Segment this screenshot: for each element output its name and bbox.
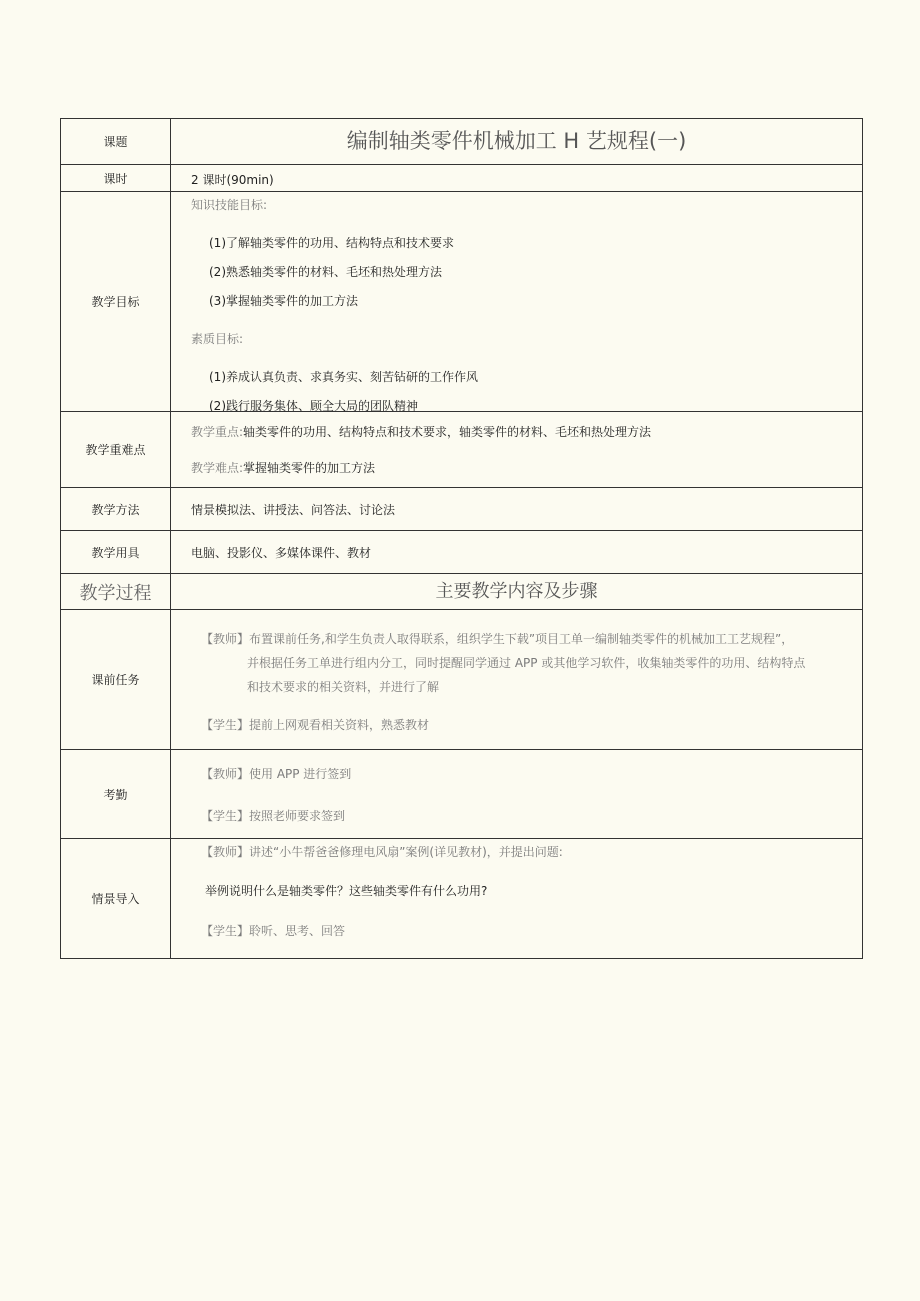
key-points-cell [171, 412, 863, 487]
attendance-student-line: 【学生】按照老师要求签到 [201, 809, 346, 823]
process-label: 教学过程 [61, 574, 171, 609]
goals-cell [171, 192, 863, 411]
row-goals [61, 192, 863, 412]
tools-value: 电脑、投影仪、多媒体课件、教材 [191, 546, 372, 560]
key-points-label: 教学重难点 [61, 412, 171, 487]
focus-tag: 教学重点: [191, 425, 244, 439]
knowledge-heading: 知识技能目标: [191, 198, 268, 212]
intro-question: 举例说明什么是轴类零件？这些轴类零件有什么功用? [205, 884, 488, 898]
tools-label: 教学用具 [61, 531, 171, 573]
pre-task-teacher-line: 并根据任务工单进行组内分工，同时提醒同学通过 APP 或其他学习软件，收集轴类零件的功用、结构特点 [247, 656, 806, 670]
quality-item: (2)践行服务集体、顾全大局的团队精神 [209, 399, 418, 411]
pre-task-label: 课前任务 [61, 610, 171, 749]
row-attendance [61, 750, 863, 839]
attendance-teacher-line: 【教师】使用 APP 进行签到 [201, 767, 352, 781]
hours-label: 课时 [61, 165, 171, 191]
method-cell [171, 488, 863, 530]
knowledge-item: (1)了解轴类零件的功用、结构特点和技术要求 [209, 236, 454, 250]
pre-task-cell [171, 610, 863, 749]
process-heading: 主要教学内容及步骤 [171, 574, 863, 609]
intro-student-line: 【学生】聆听、思考、回答 [201, 924, 346, 938]
tools-cell [171, 531, 863, 573]
hours-value: 2 课时(90min) [191, 173, 274, 187]
row-key-points [61, 412, 863, 488]
row-process-header [61, 574, 863, 610]
focus-text: 轴类零件的功用、结构特点和技术要求，轴类零件的材料、毛坯和热处理方法 [243, 425, 652, 439]
row-tools [61, 531, 863, 574]
intro-teacher-line: 【教师】讲述“小牛帮爸爸修理电风扇”案例(详见教材)，并提出问题: [201, 845, 563, 859]
method-label: 教学方法 [61, 488, 171, 530]
pre-task-teacher-line: 【教师】布置课前任务,和学生负责人取得联系，组织学生下载”项目工单一编制轴类零件的机械加工工艺规程”， [201, 632, 794, 646]
title-label: 课题 [61, 119, 171, 164]
focus-line [191, 425, 651, 439]
knowledge-item: (2)熟悉轴类零件的材料、毛坯和热处理方法 [209, 265, 442, 279]
difficulty-tag: 教学难点: [191, 461, 244, 475]
attendance-label: 考勤 [61, 750, 171, 838]
row-method [61, 488, 863, 531]
difficulty-text: 掌握轴类零件的加工方法 [243, 461, 376, 475]
row-pre-task [61, 610, 863, 750]
attendance-cell [171, 750, 863, 838]
title-value: 编制轴类零件机械加工 H 艺规程(一) [171, 119, 863, 164]
intro-label: 情景导入 [61, 839, 171, 958]
row-intro [61, 839, 863, 959]
pre-task-teacher-line: 和技术要求的相关资料，并进行了解 [247, 680, 440, 694]
lesson-plan-table [60, 118, 863, 959]
knowledge-item: (3)掌握轴类零件的加工方法 [209, 294, 358, 308]
hours-cell [171, 165, 863, 191]
row-title [61, 119, 863, 165]
quality-heading: 素质目标: [191, 332, 244, 346]
row-hours [61, 165, 863, 192]
difficulty-line [191, 461, 375, 475]
quality-item: (1)养成认真负责、求真务实、刻苦钻研的工作作风 [209, 370, 478, 384]
method-value: 情景模拟法、讲授法、问答法、讨论法 [191, 503, 396, 517]
pre-task-student-line: 【学生】提前上网观看相关资料，熟悉教材 [201, 718, 430, 732]
intro-cell [171, 839, 863, 958]
goals-label: 教学目标 [61, 192, 171, 411]
